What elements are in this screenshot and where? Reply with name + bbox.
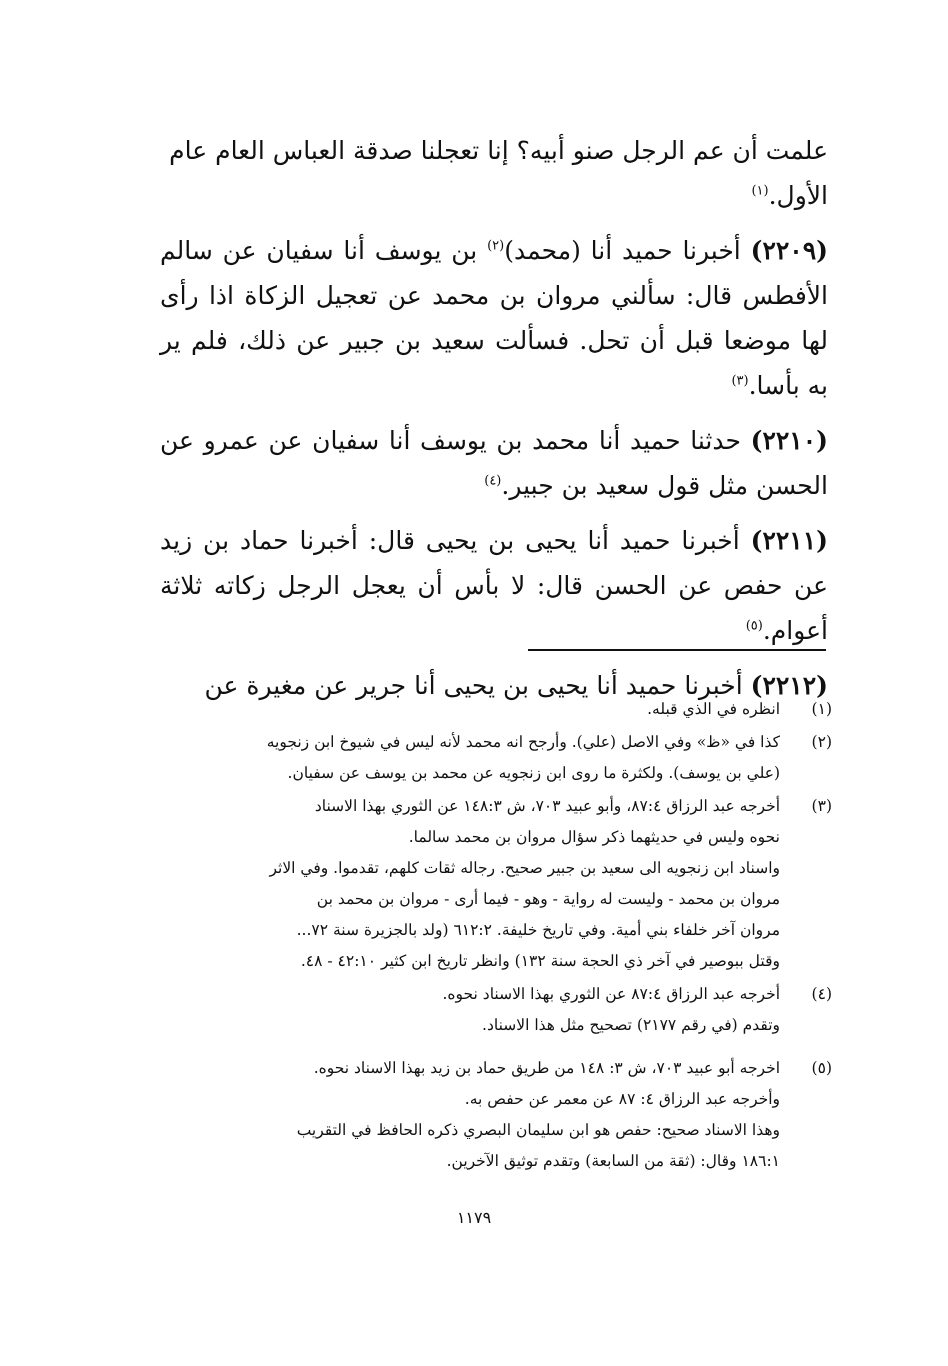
footnote-body [160,979,780,1041]
footnote-4 [160,979,832,1041]
footnote-ref: (٣) [731,373,749,389]
footnotes [160,694,832,1179]
footnote-line: مروان بن محمد - وليست له رواية - وهو - فيما أرى - مروان بن محمد بن [316,890,780,908]
footnote-line: أخرجه عبد الرزاق ٨٧:٤، وأبو عبيد ٧٠٣، ش ١٤٨:٣ عن الثوري بهذا الاسناد [314,797,780,815]
hadith-fragment: أخبرنا حميد أنا يحيى بن يحيى قال: أخبرنا حماد بن زيد عن حفص عن الحسن قال: لا بأس أن يعجل الرجل زكاته ثلاثة أعوام. [160,526,828,645]
main-text [160,128,828,718]
footnote-ref: (٢) [487,238,505,254]
footnote-line: وأخرجه عبد الرزاق ٤: ٨٧ عن معمر عن حفص به. [464,1090,780,1108]
hadith-number: (٢٢٠٩) [750,236,828,265]
footnote-line: (علي بن يوسف). ولكثرة ما روى ابن زنجويه عن محمد بن يوسف عن سفيان. [287,764,780,782]
hadith-text [160,518,828,653]
footnote-separator [528,649,826,651]
footnote-line: وهذا الاسناد صحيح: حفص هو ابن سليمان البصري ذكره الحافظ في التقريب [296,1121,780,1139]
footnote-line: نحوه وليس في حديثهما ذكر سؤال مروان بن محمد سالما. [408,828,780,846]
footnote-1 [160,694,832,725]
footnote-body [160,1053,780,1177]
page-number: ١١٧٩ [456,1208,492,1227]
hadith-number: (٢٢١٢) [750,671,828,700]
hadith-2210 [160,418,828,508]
footnote-ref: (٤) [484,473,502,489]
footnote-2 [160,727,832,789]
hadith-number: (٢٢١١) [750,526,828,555]
footnote-line: وقتل ببوصير في آخر ذي الحجة سنة ١٣٢) وانظر تاريخ ابن كثير ٤٢:١٠ - ٤٨. [300,952,780,970]
footnote-line: واسناد ابن زنجويه الى سعيد بن جبير صحيح. رجاله ثقات كلهم، تقدموا. وفي الاثر [269,859,780,877]
footnote-number: (١) [811,700,832,718]
footnote-number: (٣) [811,797,832,815]
footnote-body [160,727,780,789]
footnote-line: وتقدم (في رقم ٢١٧٧) تصحيح مثل هذا الاسناد. [482,1016,780,1034]
footnote-3 [160,791,832,977]
hadith-text [160,418,828,508]
text-line: علمت أن عم الرجل صنو أبيه؟ إنا تعجلنا صدقة العباس العام عام [169,136,828,165]
footnote-5 [160,1053,832,1177]
hadith-fragment: بن يوسف أنا سفيان عن سالم الأفطس قال: سألني مروان بن محمد عن تعجيل الزكاة اذا رأى لها موضعا قبل أن تحل. فسألت سعيد بن جبير عن ذلك، فلم ير به بأسا. [160,236,828,400]
footnote-line: اخرجه أبو عبيد ٧٠٣، ش ٣: ١٤٨ من طريق حماد بن زيد بهذا الاسناد نحوه. [313,1059,780,1077]
hadith-fragment: حدثنا حميد أنا محمد بن يوسف أنا سفيان عن عمرو عن الحسن مثل قول سعيد بن جبير. [160,426,828,500]
footnote-number: (٢) [811,733,832,751]
hadith-number: (٢٢١٠) [750,426,828,455]
hadith-fragment: أخبرنا حميد أنا يحيى بن يحيى أنا جرير عن مغيرة عن [204,671,751,700]
hadith-text [160,228,828,408]
hadith-2209 [160,228,828,408]
footnote-line: مروان آخر خلفاء بني أمية. وفي تاريخ خليفة. ٦١٢:٢ (ولد بالجزيرة سنة ٧٢... [296,921,780,939]
footnote-line: ١٨٦:١ وقال: (ثقة من السابعة) وتقدم توثيق الآخرين. [446,1152,780,1170]
footnote-body [160,694,780,725]
footnote-ref: (١) [751,183,769,199]
footnote-line: انظره في الذي قبله. [647,700,780,718]
footnote-number: (٥) [811,1059,832,1077]
footnote-number: (٤) [811,985,832,1003]
footnote-line: كذا في «ظ» وفي الاصل (علي). وأرجح انه محمد لأنه ليس في شيوخ ابن زنجويه [266,733,780,751]
footnote-line: أخرجه عبد الرزاق ٨٧:٤ عن الثوري بهذا الاسناد نحوه. [442,985,780,1003]
text-fragment: الأول. [768,181,828,210]
footnote-body [160,791,780,977]
hadith-fragment: أخبرنا حميد أنا (محمد) [504,236,751,265]
hadith-2211 [160,518,828,653]
paragraph-continuation [160,128,828,218]
text-line [160,173,828,218]
footnote-ref: (٥) [745,618,763,634]
